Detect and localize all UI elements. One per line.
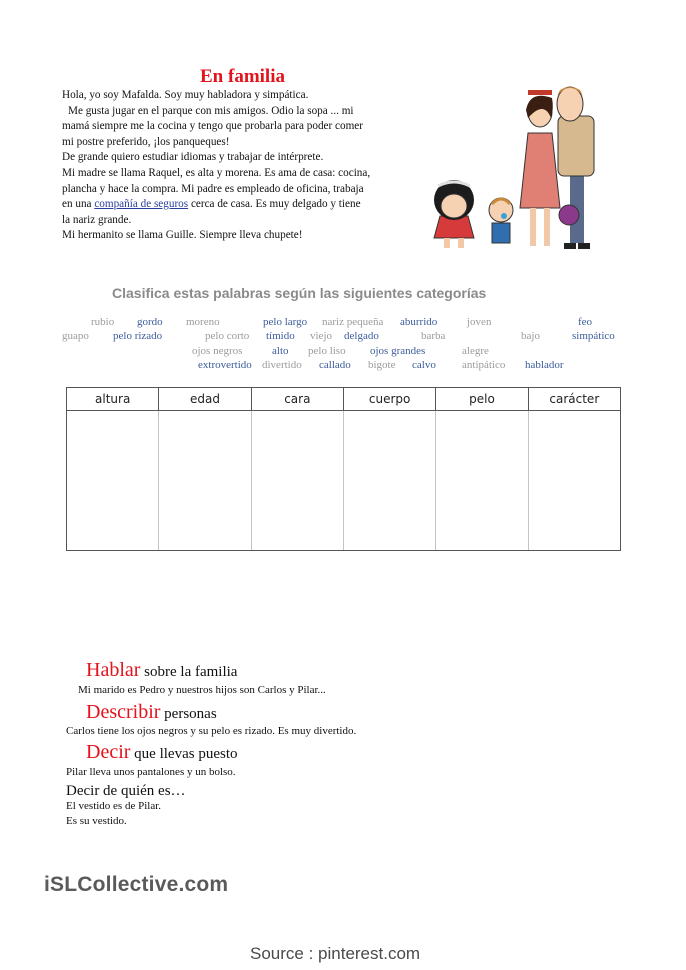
section-describir — [86, 701, 217, 724]
word-delgado: delgado — [344, 330, 379, 342]
column-pelo: pelo — [436, 388, 528, 411]
word-alto: alto — [272, 345, 289, 357]
category-header-row — [67, 388, 621, 411]
section-hablar-title: sobre la familia — [140, 664, 238, 680]
section-describir-title: personas — [160, 706, 217, 722]
story-line-with-link — [62, 197, 422, 213]
story-line: Mi madre se llama Raquel, es alta y morena. Es ama de casa: cocina, — [62, 166, 371, 179]
islcollective-logo: iSLCollective.com — [44, 873, 229, 896]
word-ojos-negros: ojos negros — [192, 345, 243, 357]
word-pelo-liso: pelo liso — [308, 345, 346, 357]
source-caption: Source : pinterest.com — [250, 944, 421, 963]
column-altura: altura — [67, 388, 159, 411]
story-line: mi postre preferido, ¡los panqueques! — [62, 135, 230, 148]
word-guapo: guapo — [62, 330, 89, 342]
story-line: Me gusta jugar en el parque con mis amigos. Odio la sopa ... mi — [68, 104, 354, 117]
story-line: De grande quiero estudiar idiomas y trabajar de intérprete. — [62, 151, 324, 164]
word-alegre: alegre — [462, 345, 489, 357]
section-decir-title: que llevas puesto — [130, 746, 238, 762]
word-ojos-grandes: ojos grandes — [370, 345, 426, 357]
possession-example-2: Es su vestido. — [66, 815, 127, 827]
story-line: plancha y hace la compra. Mi padre es empleado de oficina, trabaja — [62, 182, 364, 195]
answer-cell-cara[interactable] — [251, 411, 343, 551]
word-hablador: hablador — [525, 359, 564, 371]
section-describir-example: Carlos tiene los ojos negros y su pelo es rizado. Es muy divertido. — [66, 725, 357, 737]
word-extrovertido: extrovertido — [198, 359, 252, 371]
word-bajo: bajo — [521, 330, 540, 342]
word-barba: barba — [421, 330, 446, 342]
exercise-instruction: Clasifica estas palabras según las siguientes categorías — [112, 285, 487, 301]
story-line: Hola, yo soy Mafalda. Soy muy habladora y simpática. — [62, 89, 309, 101]
guille-figure — [489, 198, 513, 243]
section-hablar — [86, 659, 237, 682]
column-caracter: carácter — [528, 388, 620, 411]
word-calvo: calvo — [412, 359, 436, 371]
insurance-company-link[interactable]: compañía de seguros — [94, 198, 189, 211]
story-line: Mi hermanito se llama Guille. Siempre lleva chupete! — [62, 229, 303, 242]
answer-cell-altura[interactable] — [67, 411, 159, 551]
answer-cell-edad[interactable] — [159, 411, 251, 551]
possession-example-1: El vestido es de Pilar. — [66, 800, 162, 812]
word-pelo-corto: pelo corto — [205, 330, 250, 342]
word-bigote: bigote — [368, 359, 396, 371]
word-callado: callado — [319, 359, 351, 371]
word-pelo-largo: pelo largo — [263, 316, 308, 328]
answer-cell-pelo[interactable] — [436, 411, 528, 551]
word-gordo: gordo — [137, 316, 163, 328]
column-edad: edad — [159, 388, 251, 411]
mafalda-figure — [434, 180, 474, 248]
word-joven: joven — [467, 316, 492, 328]
family-illustration — [420, 78, 620, 258]
story-line: la nariz grande. — [62, 213, 132, 226]
section-hablar-keyword: Hablar — [86, 659, 141, 681]
word-feo: feo — [578, 316, 593, 328]
story-paragraph — [62, 88, 422, 244]
answer-row — [67, 411, 621, 551]
word-moreno: moreno — [186, 316, 220, 328]
word-simpatico: simpático — [572, 330, 615, 342]
word-timido: tímido — [266, 330, 295, 342]
word-pelo-rizado: pelo rizado — [113, 330, 163, 342]
answer-cell-cuerpo[interactable] — [343, 411, 435, 551]
column-cuerpo: cuerpo — [343, 388, 435, 411]
section-decir-keyword: Decir — [86, 741, 131, 763]
possession-section — [66, 782, 186, 800]
word-antipatico: antipático — [462, 359, 506, 371]
section-describir-keyword: Describir — [86, 701, 161, 723]
father-figure — [557, 87, 594, 249]
worksheet-title: En familia — [200, 66, 285, 87]
link-suffix: cerca de casa. Es muy delgado y tiene — [188, 198, 361, 211]
column-cara: cara — [251, 388, 343, 411]
word-rubio: rubio — [91, 316, 115, 328]
link-prefix: en una — [62, 198, 95, 211]
word-divertido: divertido — [262, 359, 302, 371]
category-table — [66, 387, 621, 551]
word-nariz-pequena: nariz pequeña — [322, 316, 384, 328]
possession-heading: Decir de quién es… — [66, 783, 186, 799]
section-decir — [86, 741, 237, 764]
answer-cell-caracter[interactable] — [528, 411, 620, 551]
story-line: mamá siempre me la cocina y tengo que probarla para poder comer — [62, 120, 363, 133]
word-viejo: viejo — [310, 330, 332, 342]
section-decir-example: Pilar lleva unos pantalones y un bolso. — [66, 766, 236, 778]
section-hablar-example: Mi marido es Pedro y nuestros hijos son Carlos y Pilar... — [78, 684, 326, 696]
word-aburrido: aburrido — [400, 316, 438, 328]
